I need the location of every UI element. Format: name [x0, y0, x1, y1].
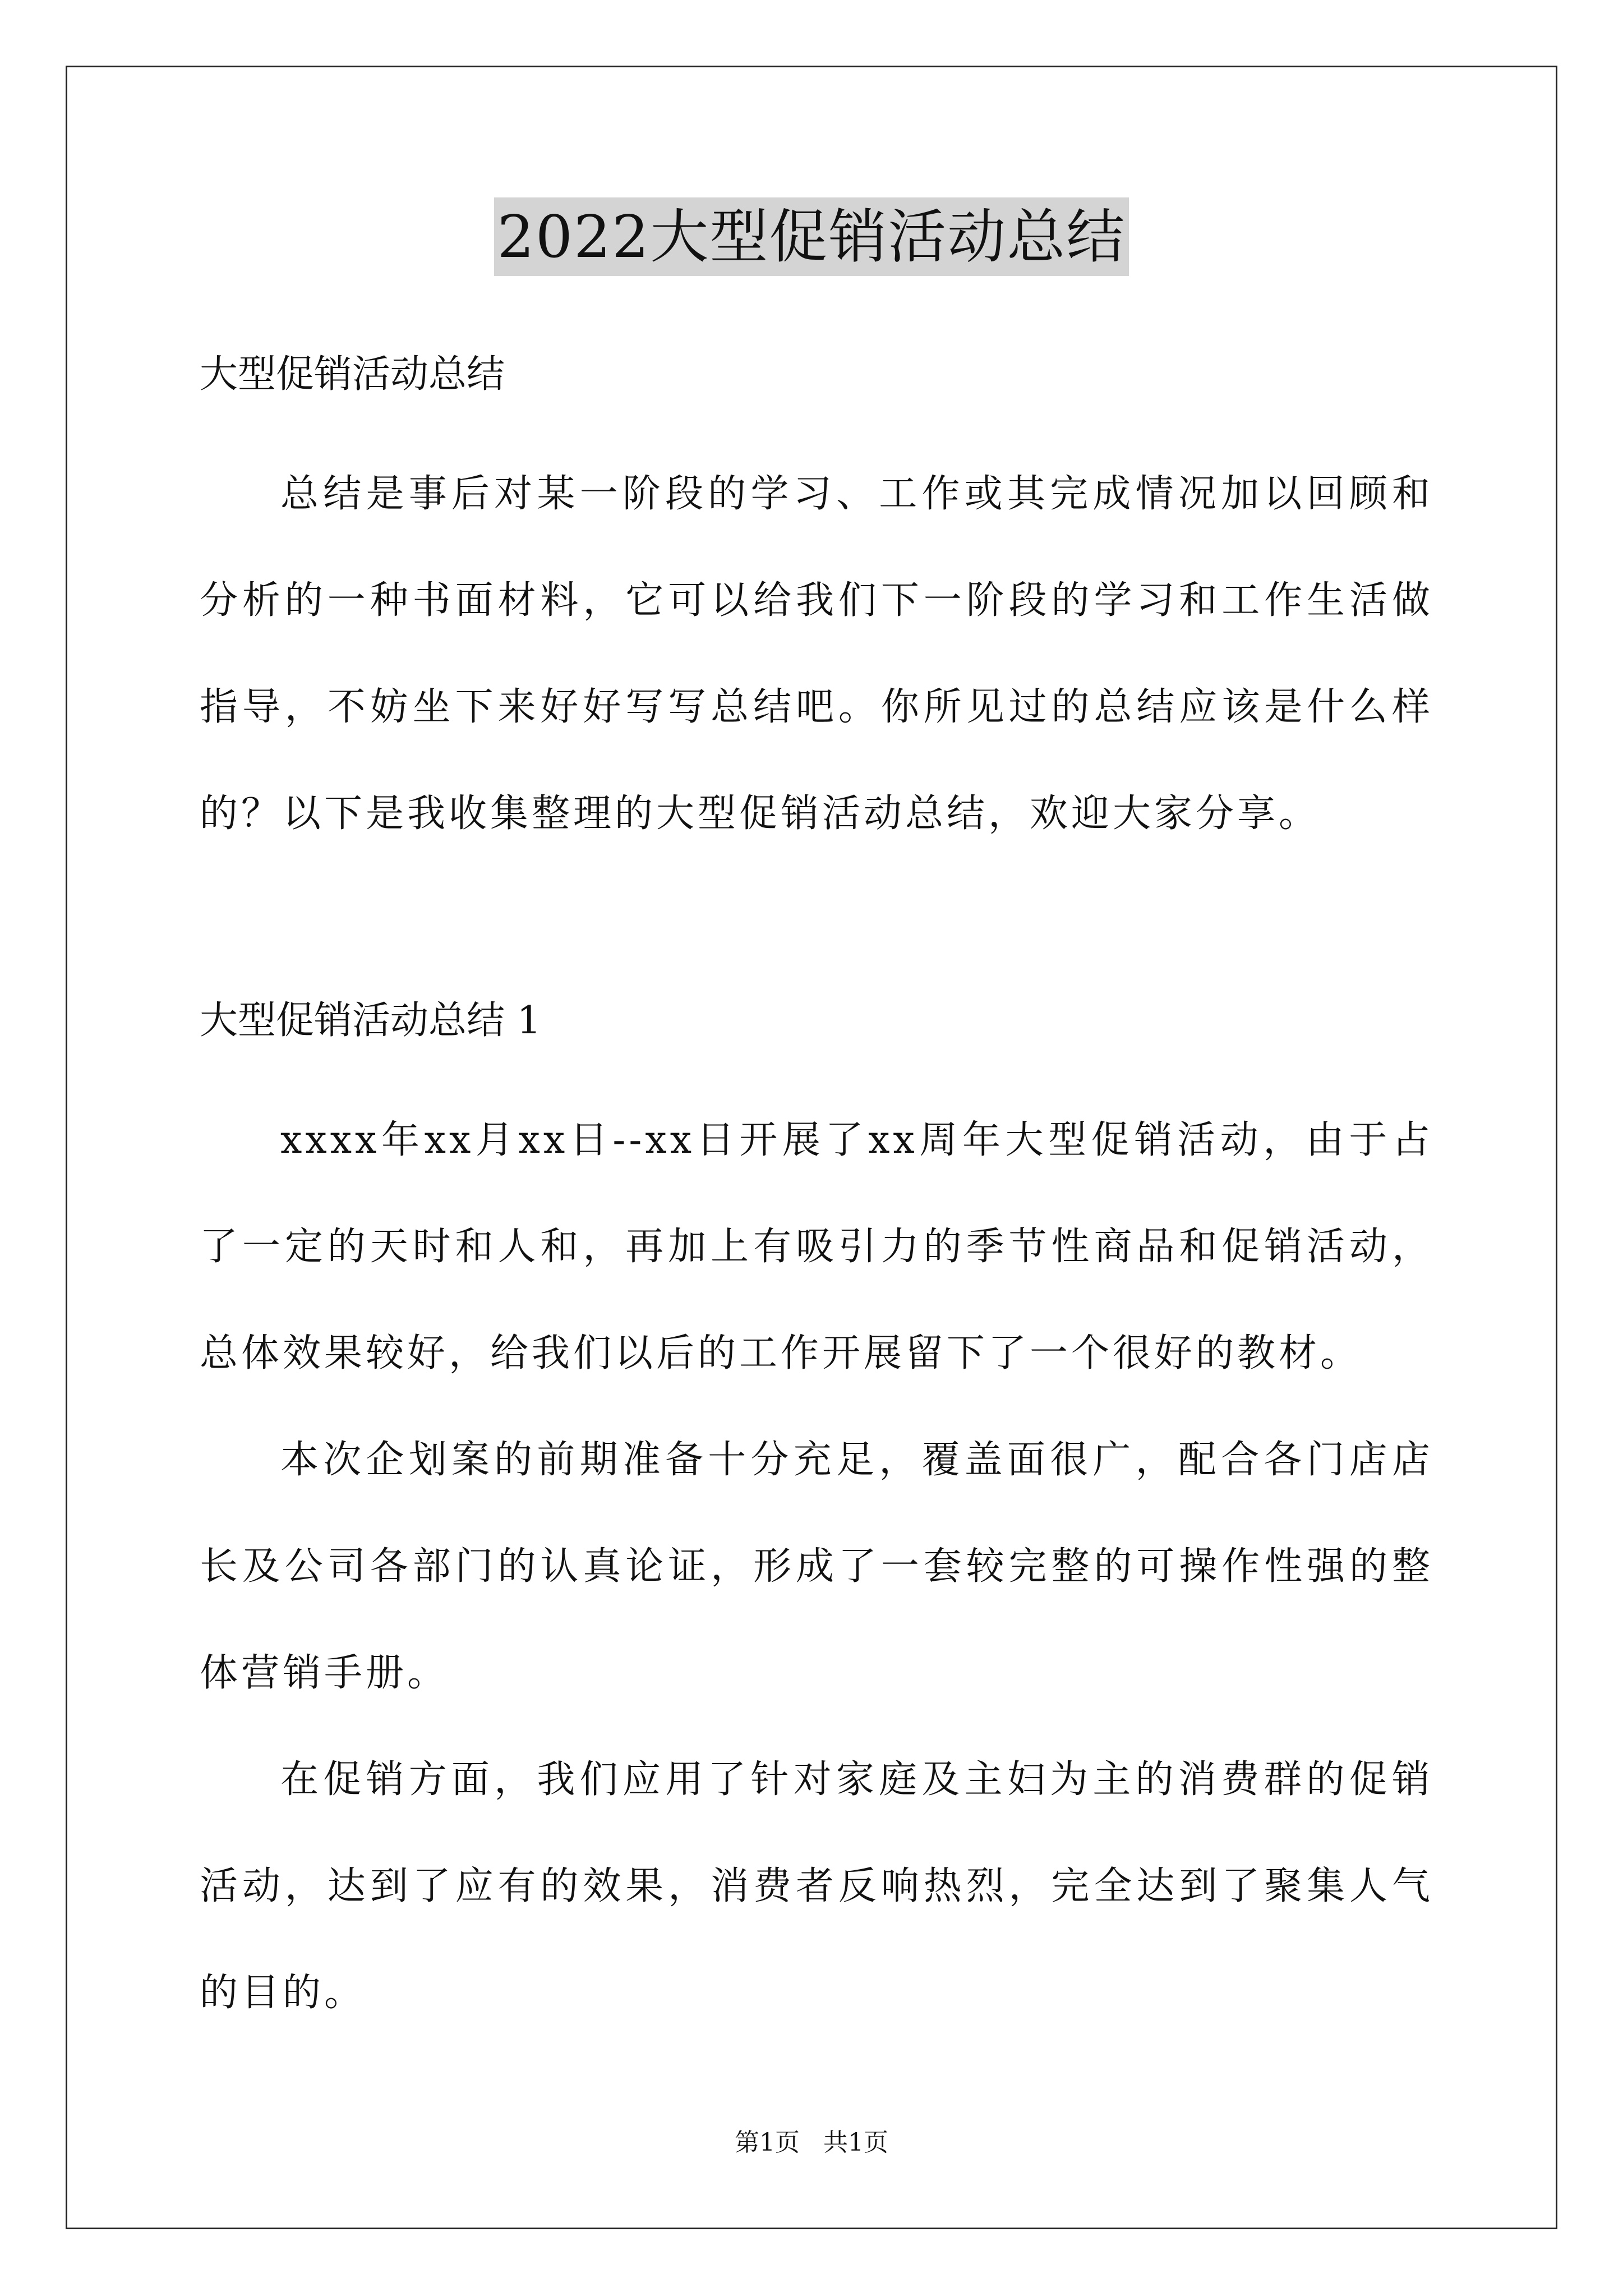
- section-spacer: [200, 867, 1433, 994]
- section-heading: 大型促销活动总结 1: [200, 999, 541, 1043]
- body-paragraph: 在促销方面，我们应用了针对家庭及主妇为主的消费群的促销活动，达到了应有的效果，消费者反响热烈，完全达到了聚集人气的目的。: [200, 1757, 1433, 2015]
- spacer: [200, 402, 1433, 441]
- body-paragraph: xxxx年xx月xx日--xx日开展了xx周年大型促销活动，由于占了一定的天时和人和，再加上有吸引力的季节性商品和促销活动，总体效果较好，给我们以后的工作开展留下了一个很好的教材。: [200, 1118, 1433, 1375]
- page-footer: 第1页 共1页: [735, 2128, 888, 2157]
- intro-paragraph: 总结是事后对某一阶段的学习、工作或其完成情况加以回顾和分析的一种书面材料，它可以给我们下一阶段的学习和工作生活做指导，不妨坐下来好好写写总结吧。你所见过的总结应该是什么样的？以下是我收集整理的大型促销活动总结，欢迎大家分享。: [200, 472, 1433, 836]
- document-title: 2022大型促销活动总结: [494, 197, 1129, 276]
- title-container: [0, 197, 1623, 276]
- document-body: [200, 348, 1433, 2046]
- intro-heading: 大型促销活动总结: [200, 352, 505, 397]
- spacer: [200, 1048, 1433, 1087]
- body-paragraph: 本次企划案的前期准备十分充足，覆盖面很广，配合各门店店长及公司各部门的认真论证，形成了一套较完整的可操作性强的整体营销手册。: [200, 1438, 1433, 1695]
